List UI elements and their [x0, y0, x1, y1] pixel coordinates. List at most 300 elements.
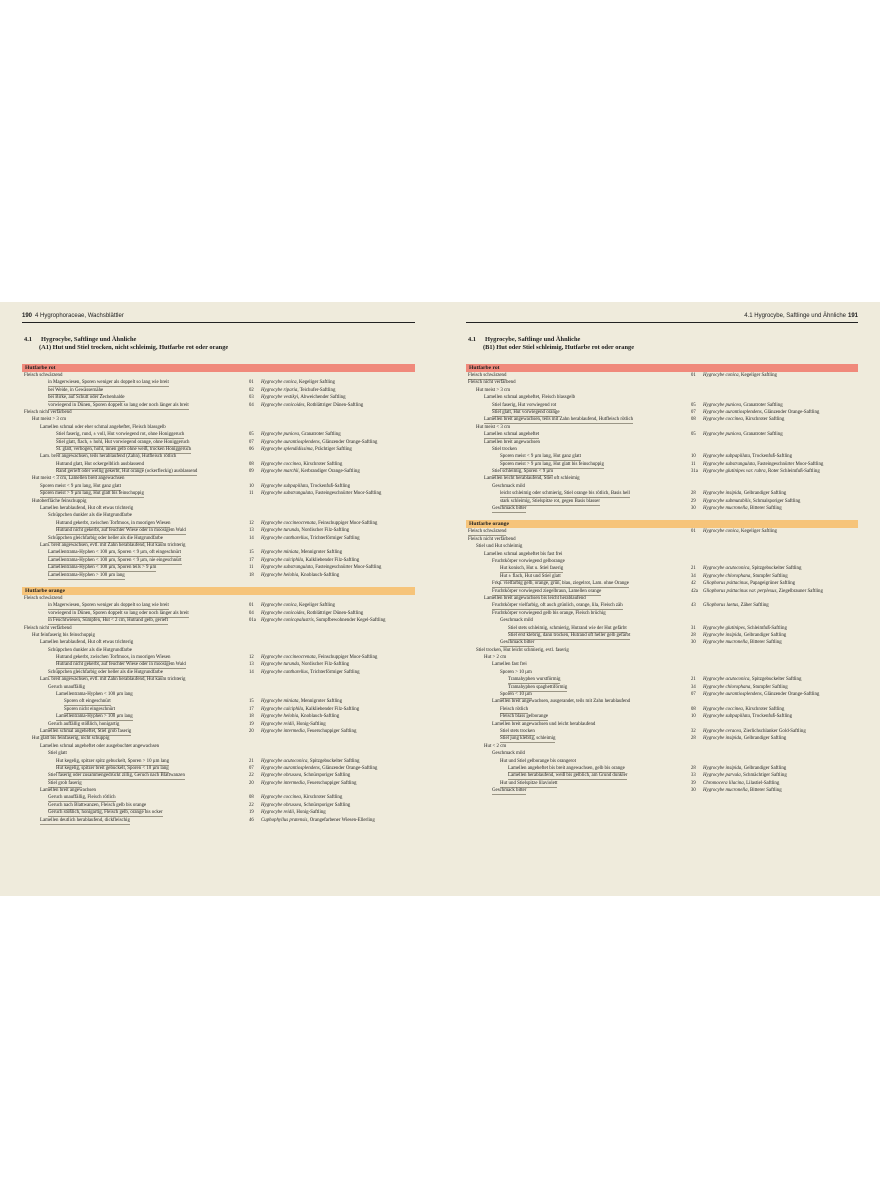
- key-row: [22, 424, 415, 431]
- species-common-name: , Glänzender Orange-Saftling: [319, 439, 378, 445]
- species-latin-name: Hygrocybe mucronella: [703, 506, 748, 512]
- species-result: [703, 728, 806, 735]
- species-latin-name: Hygrocybe aurantiosplendens: [703, 692, 762, 698]
- key-criterion: Geruch unauffällig, Fleisch rötlich: [48, 795, 116, 801]
- species-number: 01: [249, 380, 254, 386]
- species-result: [261, 817, 375, 824]
- species-number: 06: [249, 446, 254, 452]
- key-row: [466, 684, 858, 691]
- key-row: [466, 379, 858, 386]
- species-number: 42a: [691, 588, 698, 594]
- key-row: [466, 372, 858, 379]
- species-number: 07: [691, 409, 696, 415]
- key-row: [22, 698, 415, 705]
- key-row: [22, 735, 415, 742]
- species-number: 19: [249, 810, 254, 816]
- key-criterion: Stiel stets trocken: [500, 728, 535, 734]
- species-number: 03: [249, 395, 254, 401]
- species-latin-name: Hygrocybe reidii: [261, 810, 294, 816]
- species-number: 31a: [691, 469, 698, 475]
- key-criterion: Sporen > 10 µm: [500, 669, 532, 675]
- key-criterion: Fleisch rötlich: [500, 706, 529, 712]
- species-latin-name: Hygrocybe conica: [261, 380, 297, 386]
- species-common-name: , Rotblättriger Dünen-Saftling: [304, 402, 364, 408]
- key-criterion: Lamellen breit angewachsen bis leicht herablaufend: [484, 595, 586, 601]
- species-result: [703, 402, 783, 409]
- species-common-name: , Prächtiger Saftling: [312, 446, 352, 452]
- key-criterion: Lamellen schmal angeheftet bis fast frei: [484, 551, 563, 557]
- key-criterion: Lamellen schmal angeheftet, Stiel grob faserig: [40, 728, 132, 734]
- species-result: [261, 772, 350, 779]
- species-result: [261, 602, 335, 609]
- key-row: [466, 661, 858, 668]
- key-row: [22, 787, 415, 794]
- key-row: [466, 528, 858, 535]
- species-common-name: , Mennigroter Saftling: [298, 699, 343, 705]
- key-row: [22, 475, 415, 482]
- species-latin-name: Hygrocybe acutoconica: [261, 758, 308, 764]
- species-result: [703, 780, 779, 787]
- key-criterion: Lamellen deutlich herablaufend, dickfleischig: [40, 817, 130, 823]
- species-result: [703, 528, 777, 535]
- species-number: 14: [249, 669, 254, 675]
- species-result: [261, 535, 360, 542]
- key-row: [466, 602, 858, 609]
- species-result: [703, 490, 786, 497]
- species-result: [261, 461, 342, 468]
- key-row: [22, 549, 415, 556]
- species-latin-name: Hygrocybe coccinea: [261, 461, 301, 467]
- species-result: [703, 772, 787, 779]
- species-common-name: , Gelbrandiger Saftling: [741, 736, 787, 742]
- key-row: [22, 632, 415, 639]
- key-criterion: Stiel schleimig, Sporen < 9 µm: [492, 469, 553, 475]
- species-common-name: , Honig-Saftling: [293, 721, 326, 727]
- species-latin-name: Gliophorus psittacinus: [703, 581, 748, 587]
- species-common-name: , Trockenfuß-Saftling: [307, 483, 351, 489]
- key-row: [22, 728, 415, 735]
- key-criterion: Hut kegelig, spitzer spitz gebuckelt, Sporen > 10 µm lang: [56, 758, 170, 764]
- key-row: [22, 379, 415, 386]
- species-latin-name: Hygrocybe helobia: [261, 714, 299, 720]
- species-result: [703, 602, 769, 609]
- key-criterion: Hut kegelig, spitzer breit gebuckelt, Sporen < 10 µm lang: [56, 765, 169, 771]
- key-criterion: Schüppchen dunkler als die Hutgrundfarbe: [48, 647, 132, 653]
- key-criterion: Hut meist > 3 cm: [476, 387, 511, 393]
- species-number: 05: [249, 432, 254, 438]
- key-row: [466, 439, 858, 446]
- species-result: [703, 625, 787, 632]
- section-number: 4.1: [468, 336, 476, 343]
- key-criterion: Stiel glatt: [48, 751, 67, 757]
- species-number: 46: [249, 817, 254, 823]
- key-criterion: vorwiegend in Dünen, Sporen doppelt so lang oder noch länger als breit: [48, 402, 189, 408]
- key-criterion: in Magerwiesen, Sporen weniger als doppelt so lang wie breit: [48, 380, 169, 386]
- species-number: 04: [249, 402, 254, 408]
- section-heading: [24, 336, 228, 352]
- species-result: [261, 468, 360, 475]
- key-row: [466, 647, 858, 654]
- species-result: [703, 498, 800, 505]
- species-number: 15: [249, 550, 254, 556]
- species-common-name: , Feinschuppiger Moor-Saftling: [315, 520, 378, 526]
- key-row: [466, 409, 858, 416]
- species-result: [261, 713, 339, 720]
- key-criterion: Stiel stets schleimig, schmierig, Hutrand wie der Hut gefärbt: [508, 625, 627, 631]
- species-common-name: , Nordischer Filz-Saftling: [298, 662, 350, 668]
- key-criterion: Lamellen leicht herablaufend, Stiel oft schleimig: [484, 476, 580, 482]
- key-criterion: Stiel trocken, Hut leicht schmierig, evtl. faserig: [476, 647, 569, 653]
- species-common-name: , Trichterförmiger Saftling: [307, 535, 360, 541]
- species-common-name: , Schmalsporiger Saftling: [750, 498, 801, 504]
- species-latin-name: Hygrocybe vestikyi: [261, 395, 299, 401]
- species-result: [703, 684, 788, 691]
- key-row: [22, 416, 415, 423]
- species-number: 07: [249, 765, 254, 771]
- running-head-right: [466, 312, 858, 323]
- species-number: 29: [691, 498, 696, 504]
- species-latin-name: Hygrocybe conicoides: [261, 610, 305, 616]
- species-result: [261, 706, 359, 713]
- species-latin-name: Hygrocybe ceracea: [703, 728, 741, 734]
- key-criterion: Hut ± flach, Hut und Stiel glatt: [500, 573, 561, 579]
- key-row: [466, 698, 858, 705]
- species-result: [261, 520, 377, 527]
- key-row: [22, 639, 415, 646]
- species-common-name: , Glänzender Orange-Saftling: [761, 692, 820, 698]
- species-common-name: , Orangefarbener Wiesen-Ellerling: [307, 817, 375, 823]
- key-row: [466, 565, 858, 572]
- key-criterion: Sporen oft eingeschnürt: [64, 699, 111, 705]
- species-number: 08: [691, 417, 696, 423]
- species-common-name: , Kirschroter Saftling: [742, 706, 785, 712]
- key-criterion: Schüppchen gleichfarbig oder heller als die Hutgrundfarbe: [48, 535, 163, 541]
- species-latin-name: Hygrocybe helobia: [261, 572, 299, 578]
- key-row: [22, 431, 415, 438]
- species-number: 13: [249, 662, 254, 668]
- key-row: [22, 684, 415, 691]
- running-title: 4.1 Hygrocybe, Saftlinge und Ähnliche: [744, 313, 846, 319]
- key-criterion: Hutrand gekerbt, zwischen Torfmoos, in moorigen Wiesen: [56, 520, 171, 526]
- species-latin-name: Hygrocybe riparia: [261, 387, 298, 393]
- key-row: [22, 706, 415, 713]
- species-common-name: , Feuerschuppiger Saftling: [304, 780, 357, 786]
- species-latin-name: Hygrocybe subpapillata: [703, 454, 750, 460]
- species-result: [261, 549, 342, 556]
- species-latin-name: Hygrocybe marchii: [261, 469, 299, 475]
- key-row: [466, 772, 858, 779]
- species-number: 01: [691, 373, 696, 378]
- species-latin-name: Hygrocybe glutinipes: [703, 625, 745, 631]
- key-criterion: Fruchtkörper vielfarbig, oft auch grünlich, orange, lila, Fleisch zäh: [492, 603, 623, 609]
- species-latin-name: Hygrocybe obrussea: [261, 802, 302, 808]
- species-result: [261, 758, 359, 765]
- species-common-name: , Schnürsporiger Saftling: [301, 773, 351, 779]
- species-latin-name: Hygrocybe aurantiosplendens: [261, 439, 320, 445]
- species-common-name: , Zäher Saftling: [738, 603, 769, 609]
- key-row: [22, 617, 415, 624]
- species-common-name: , Nordischer Filz-Saftling: [298, 528, 350, 534]
- key-row: [22, 572, 415, 579]
- key-criterion: Lamellen breit angewachsen, teils mit Zahn herablaufend, Hutfleisch rötlich: [484, 417, 634, 423]
- key-criterion: Rand gerieft oder wellig gekerbt, Hut orange (ockerfleckig) ausblassend: [56, 469, 198, 475]
- key-criterion: Fleisch nicht verfärbend: [24, 625, 72, 631]
- key-criterion: Lamellentrama-Hyphen > 100 µm lang: [48, 572, 125, 578]
- species-latin-name: Hygrocybe intermedia: [261, 780, 305, 786]
- key-row: [22, 387, 415, 394]
- species-common-name: , Spitzgebuckelter Saftling: [307, 758, 360, 764]
- species-result: [261, 564, 381, 571]
- species-number: 10: [249, 483, 254, 489]
- species-latin-name: Hygrocybe punicea: [703, 432, 741, 438]
- key-row: [22, 409, 415, 416]
- species-number: 22: [249, 773, 254, 779]
- species-latin-name: Hygrocybe miniata: [261, 550, 299, 556]
- species-number: 17: [249, 557, 254, 563]
- species-latin-name: Hygrocybe coccinea: [261, 795, 301, 801]
- species-latin-name: Hygrocybe turunda: [261, 528, 299, 534]
- species-number: 07: [691, 692, 696, 698]
- key-row: [22, 512, 415, 519]
- key-row: [466, 536, 858, 543]
- species-result: [703, 713, 792, 720]
- species-latin-name: Hygrocybe mucronella: [703, 788, 748, 794]
- species-common-name: , Roter Schleimfuß-Saftling: [765, 469, 820, 475]
- key-row: [22, 654, 415, 661]
- key-row: [466, 580, 858, 587]
- key-row: [22, 780, 415, 787]
- key-criterion: Geschmack bitter: [500, 640, 535, 646]
- species-result: [261, 669, 360, 676]
- species-latin-name: Hygrocybe insipida: [703, 632, 742, 638]
- key-criterion: stark schleimig, Stielspitze rot, gegen Basis blasser: [500, 498, 600, 504]
- key-row: [466, 713, 858, 720]
- color-band: Hutfarbe rot: [466, 364, 858, 372]
- key-row: [22, 794, 415, 801]
- species-result: [703, 573, 788, 580]
- species-common-name: , Bitterer Saftling: [747, 506, 782, 512]
- key-criterion: Fruchtkörper vorwiegend gelborange: [492, 558, 565, 564]
- key-criterion: Geruch unauffällig: [48, 684, 85, 690]
- species-number: 18: [249, 572, 254, 578]
- species-common-name: , Granatroter Saftling: [740, 432, 783, 438]
- key-criterion: Geruch auffällig stößlich, honigartig: [48, 721, 120, 727]
- key-criterion: Schüppchen dunkler als die Hutgrundfarbe: [48, 513, 132, 519]
- key-row: [22, 713, 415, 720]
- key-row: [466, 721, 858, 728]
- species-latin-name: Gliophorus laetus: [703, 603, 739, 609]
- species-number: 28: [691, 765, 696, 771]
- key-criterion: Hut meist < 3 cm: [476, 424, 511, 430]
- species-result: [261, 387, 335, 394]
- species-common-name: , Teichufer-Saftling: [297, 387, 336, 393]
- species-common-name: , Glänzender Orange-Saftling: [761, 409, 820, 415]
- key-criterion: Frkp. vielfarbig gelb, orange, grün, blau, ziegelrot, Lam. ohne Orange: [492, 581, 629, 587]
- key-criterion: Stiel faserig, rund, ± voll, Hut vorwiegend rot, ohne Honiggeruch: [56, 432, 185, 438]
- species-latin-name: Hygrocybe substrangulata: [703, 461, 755, 467]
- species-common-name: , Bitterer Saftling: [747, 640, 782, 646]
- key-criterion: Lamellen breit angewachsen: [40, 788, 96, 794]
- species-common-name: , Kalkliebender Filz-Saftling: [303, 557, 360, 563]
- species-number: 11: [691, 461, 696, 467]
- species-common-name: , Stumpfer Saftling: [750, 573, 788, 579]
- species-common-name: , Schmächtiger Saftling: [740, 773, 787, 779]
- key-row: [466, 654, 858, 661]
- species-latin-name: Hygrocybe subpapillata: [703, 714, 750, 720]
- key-criterion: Lamellen schmal angeheftet: [484, 432, 540, 438]
- species-common-name: , Spitzgebuckelter Saftling: [749, 677, 802, 683]
- species-number: 32: [691, 728, 696, 734]
- species-latin-name: Hygrocybe conicopalustris: [261, 618, 314, 624]
- key-criterion: Hut meist > 3 cm: [32, 417, 67, 423]
- key-row: [22, 394, 415, 401]
- key-row: [22, 542, 415, 549]
- page-number: 190: [22, 313, 33, 319]
- key-criterion: Geschmack bitter: [492, 788, 527, 794]
- species-number: 21: [691, 566, 696, 572]
- key-criterion: Geschmack mild: [500, 618, 534, 624]
- key-criterion: Hutrand nicht gekerbt, auf feuchter Wiese oder in moosigem Wald: [56, 528, 186, 534]
- species-number: 30: [691, 640, 696, 646]
- species-result: [261, 802, 350, 809]
- subsection-heading: (B1) Hut oder Stiel schleimig, Hutfarbe rot oder orange: [483, 344, 635, 351]
- key-row: [466, 490, 858, 497]
- species-result: [261, 439, 377, 446]
- key-row: [466, 483, 858, 490]
- key-row: [466, 416, 858, 423]
- key-row: [466, 498, 858, 505]
- species-result: [703, 765, 786, 772]
- species-common-name: , Kegeliger Saftling: [296, 380, 335, 386]
- species-result: [261, 446, 352, 453]
- key-row: [22, 669, 415, 676]
- species-latin-name: Hygrocybe submutabilis: [703, 498, 751, 504]
- species-latin-name: Hygrocybe parvula: [703, 773, 741, 779]
- key-row: [22, 439, 415, 446]
- species-common-name: , Zierlichschlanker Gold-Saftling: [740, 728, 806, 734]
- species-number: 42: [691, 581, 696, 587]
- species-latin-name: Hygrocybe cantharellus: [261, 535, 308, 541]
- key-row: [22, 595, 415, 602]
- key-criterion: Lamellen herablaufend, Hut oft etwas trichterig: [40, 506, 134, 512]
- species-latin-name: Hygrocybe substrangulata: [261, 491, 313, 497]
- key-row: [466, 588, 858, 595]
- key-row: [22, 625, 415, 632]
- species-result: [261, 654, 377, 661]
- species-result: [703, 565, 801, 572]
- key-criterion: Stiel glatt, Hut vorwiegend orange: [492, 409, 560, 415]
- species-common-name: , Sumpfbewohnender Kegel-Saftling: [313, 618, 386, 624]
- key-row: [22, 468, 415, 475]
- species-common-name: , Granatroter Saftling: [740, 402, 783, 408]
- species-common-name: , Kerbrandiger Orange-Saftling: [298, 469, 360, 475]
- species-common-name: , Gelbrandiger Saftling: [741, 765, 787, 771]
- species-result: [261, 402, 363, 409]
- key-row: [22, 564, 415, 571]
- species-latin-name: Hygrocybe mucronella: [703, 640, 748, 646]
- species-result: [703, 453, 792, 460]
- species-number: 13: [249, 528, 254, 534]
- key-row: [466, 632, 858, 639]
- key-row: [466, 639, 858, 646]
- key-criterion: vorwiegend in Dünen, Sporen doppelt so lang oder noch länger als breit: [48, 610, 189, 616]
- key-row: [466, 461, 858, 468]
- species-latin-name: Hygrocybe insipida: [703, 491, 742, 497]
- key-criterion: Fruchtkörper vorwiegend ziegelbraun, Lamellen orange: [492, 588, 602, 594]
- key-criterion: Schüppchen gleichfarbig oder heller als die Hutgrundfarbe: [48, 669, 163, 675]
- key-row: [466, 595, 858, 602]
- species-common-name: , Kirschroter Saftling: [742, 417, 785, 423]
- species-common-name: , Granatroter Saftling: [298, 432, 341, 438]
- key-criterion: Sporen meist > 9 µm lang, Hut glatt bis feinschuppig: [40, 491, 144, 497]
- species-latin-name: Hygrocybe insipida: [703, 736, 742, 742]
- key-row: [22, 772, 415, 779]
- species-common-name: , Fasteingeschnürter Moor-Saftling: [312, 565, 382, 571]
- key-criterion: Lam. breit angewachsen, evtl. mit Zahn herablaufend, Hut kaum trichterig: [40, 542, 186, 548]
- key-row: [22, 750, 415, 757]
- species-latin-name: Hygrocybe aurantiosplendens: [703, 409, 762, 415]
- species-common-name: , Stumpfer Saftling: [750, 684, 788, 690]
- species-number: 17: [249, 706, 254, 712]
- species-result: [703, 706, 784, 713]
- key-criterion: Fleisch nicht verfärbend: [468, 536, 516, 542]
- key-criterion: Lam. breit angewachsen, evtl. mit Zahn herablaufend, Hut kaum trichterig: [40, 677, 186, 683]
- key-row: [22, 483, 415, 490]
- species-number: 11: [249, 491, 254, 497]
- color-band: Hutfarbe orange: [466, 520, 858, 528]
- species-common-name: , Spitzgebuckelter Saftling: [749, 566, 802, 572]
- species-common-name: , Honig-Saftling: [293, 810, 326, 816]
- species-latin-name: Hygrocybe obrussea: [261, 773, 302, 779]
- species-result: [261, 572, 339, 579]
- species-result: [703, 787, 782, 794]
- species-number: 34: [691, 573, 696, 579]
- key-criterion: Hut konisch, Hut u. Stiel faserig: [500, 566, 564, 572]
- species-latin-name: Hygrocybe intermedia: [261, 728, 305, 734]
- key-criterion: Hut und Stielspitze lilaviolett: [500, 780, 558, 786]
- running-head-left: [22, 312, 415, 323]
- species-number: 10: [691, 454, 696, 460]
- running-title: 4 Hygrophoraceae, Wachsblättler: [35, 313, 124, 319]
- key-row: [466, 758, 858, 765]
- species-number: 05: [691, 402, 696, 408]
- key-row: [22, 676, 415, 683]
- key-criterion: Geruch stößlich, honigartig, Fleisch gelb, orange bis ocker: [48, 810, 163, 816]
- species-number: 11: [249, 565, 254, 571]
- key-row: [466, 446, 858, 453]
- key-criterion: Sporen < 10 µm: [500, 692, 532, 698]
- species-result: [261, 794, 342, 801]
- species-latin-name: Hygrocybe conica: [703, 529, 739, 535]
- species-result: [703, 580, 795, 587]
- key-row: [466, 573, 858, 580]
- key-criterion: Stiel faserig, Hut vorwiegend rot: [492, 402, 557, 408]
- species-common-name: , Kirschroter Saftling: [300, 795, 343, 801]
- species-common-name: , Bitterer Saftling: [747, 788, 782, 794]
- species-number: 39: [691, 780, 696, 786]
- species-common-name: , Schleimfuß-Saftling: [744, 625, 787, 631]
- section-heading: [468, 336, 634, 352]
- species-number: 20: [249, 780, 254, 786]
- key-criterion: Lamellen herablaufend, weiß bis gelblich, am Grund dunkler: [508, 773, 628, 779]
- key-criterion: bei Weide, in Gewässernähe: [48, 387, 104, 393]
- key-row: [22, 557, 415, 564]
- key-criterion: Fleisch nicht verfärbend: [24, 409, 72, 415]
- key-row: [22, 453, 415, 460]
- key-row: [22, 765, 415, 772]
- species-result: [703, 505, 782, 512]
- species-number: 21: [691, 677, 696, 683]
